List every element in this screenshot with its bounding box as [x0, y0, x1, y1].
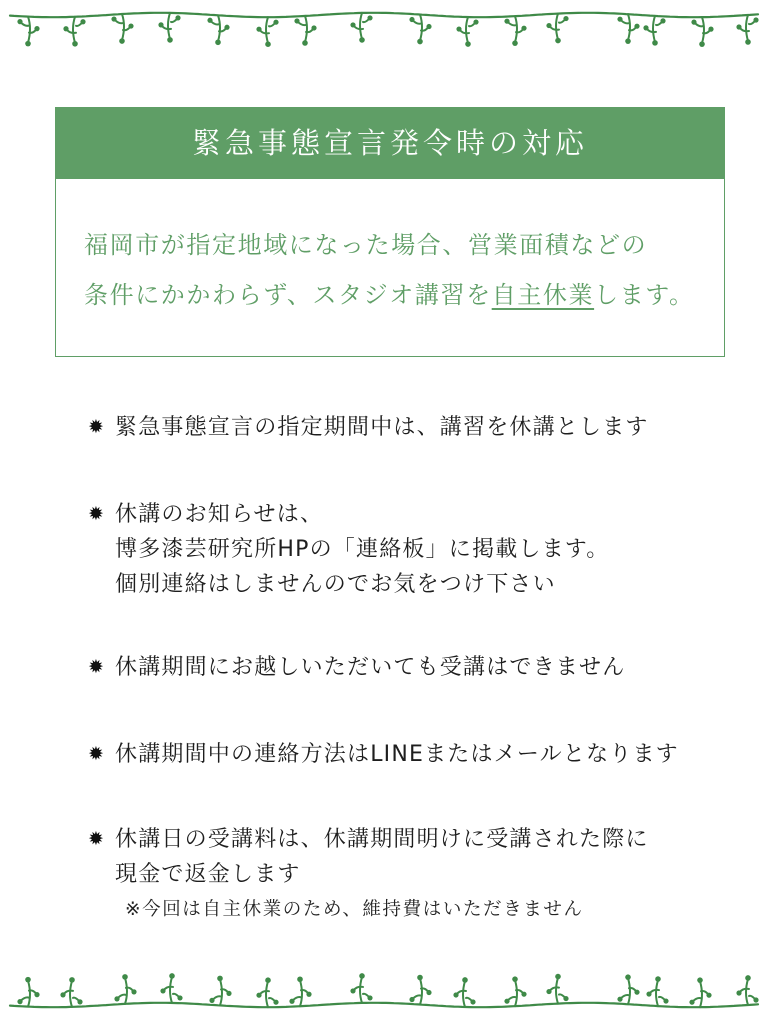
leaf-dot	[217, 976, 223, 982]
summary-text: 条件にかかわらず、スタジオ講習を	[84, 281, 492, 309]
leaf-dot	[226, 991, 231, 996]
sprig-branch	[740, 989, 749, 992]
leaf-dot	[706, 993, 711, 998]
leaf-dot	[736, 990, 741, 995]
leaf-dot	[256, 27, 261, 32]
leaf-sprig-icon	[546, 974, 568, 1004]
leaf-dot	[311, 25, 316, 30]
vine-border-bottom	[0, 964, 768, 1024]
leaf-dot	[660, 18, 665, 23]
leaf-sprig-icon	[17, 977, 39, 1007]
leaf-dot	[563, 16, 568, 21]
sprig-stem	[628, 14, 630, 40]
sprig-branch	[211, 21, 219, 24]
leaf-dot	[367, 15, 372, 20]
leaf-dot	[77, 999, 82, 1004]
sprig-branch	[621, 995, 629, 998]
leaf-sprig-icon	[114, 974, 136, 1004]
leaf-dot	[72, 41, 78, 47]
leaf-dot	[17, 19, 22, 24]
leaf-dot	[209, 998, 214, 1003]
sprig-stem	[122, 14, 124, 40]
leaf-dot	[273, 20, 278, 25]
notice-item	[88, 822, 649, 927]
sprig-stem	[656, 980, 658, 1006]
leaf-dot	[456, 26, 461, 31]
sprig-stem	[168, 13, 170, 39]
leaf-sprig-icon	[350, 973, 372, 1003]
leaf-dot	[409, 17, 414, 22]
leaf-dot	[25, 41, 31, 47]
leaf-dot	[34, 992, 39, 997]
leaf-sprig-icon	[60, 977, 82, 1007]
sprig-branch	[260, 30, 269, 33]
leaf-dot	[111, 16, 116, 21]
sprig-stem	[170, 977, 172, 1003]
star-bullet-icon: ✹	[88, 743, 104, 765]
leaf-sprig-icon	[617, 974, 639, 1004]
notice-item-text: 休講日の受講料は、休講期間明けに受講された際に	[115, 827, 649, 852]
notice-item	[88, 410, 649, 445]
leaf-dot	[563, 996, 568, 1001]
sprig-stem	[700, 981, 702, 1007]
sprig-stem	[305, 16, 307, 42]
leaf-dot	[504, 19, 509, 24]
leaf-dot	[409, 997, 414, 1002]
leaf-dot	[736, 24, 741, 29]
leaf-sprig-icon	[158, 13, 180, 43]
leaf-dot	[417, 975, 423, 981]
vine-line	[10, 1003, 758, 1007]
sprig-branch	[650, 990, 659, 993]
leaf-sprig-icon	[209, 976, 231, 1006]
sprig-stem	[70, 981, 72, 1007]
leaf-dot	[691, 20, 696, 25]
notice-item-note: ※今回は自主休業のため、維持費はいただきません	[125, 899, 584, 920]
leaf-dot	[359, 37, 365, 43]
leaf-sprig-icon	[643, 16, 665, 46]
leaf-sprig-icon	[691, 17, 713, 47]
leaf-dot	[69, 977, 75, 983]
leaf-dot	[207, 18, 212, 23]
sprig-stem	[466, 17, 468, 43]
leaf-dot	[546, 989, 551, 994]
sprig-branch	[413, 995, 421, 998]
sprig-stem	[515, 16, 517, 42]
leaf-dot	[256, 993, 261, 998]
leaf-dot	[265, 977, 271, 983]
sprig-branch	[693, 998, 701, 1001]
sprig-stem	[28, 981, 30, 1007]
leaf-dot	[753, 997, 758, 1002]
leaf-dot	[745, 975, 751, 981]
sprig-branch	[118, 995, 126, 998]
leaf-dot	[158, 22, 163, 27]
leaf-dot	[697, 977, 703, 983]
leaf-dot	[643, 25, 648, 30]
sprig-branch	[21, 23, 29, 26]
leaf-sprig-icon	[646, 976, 668, 1006]
notice-box	[55, 107, 725, 357]
sprig-stem	[746, 15, 748, 41]
leaf-sprig-icon	[689, 977, 711, 1007]
leaf-dot	[25, 977, 31, 983]
leaf-dot	[465, 41, 471, 47]
sprig-branch	[413, 21, 421, 24]
leaf-dot	[350, 22, 355, 27]
leaf-dot	[453, 992, 458, 997]
leaf-sprig-icon	[256, 977, 278, 1007]
leaf-dot	[521, 26, 526, 31]
sprig-branch	[162, 26, 171, 29]
leaf-sprig-icon	[111, 14, 133, 44]
leaf-dot	[753, 17, 758, 22]
sprig-stem	[653, 16, 655, 42]
leaf-dot	[546, 23, 551, 28]
leaf-sprig-icon	[504, 16, 526, 46]
star-bullet-icon: ✹	[88, 503, 104, 525]
leaf-dot	[617, 997, 622, 1002]
leaf-dot	[224, 25, 229, 30]
sprig-branch	[64, 991, 73, 994]
leaf-dot	[625, 974, 631, 980]
sprig-stem	[556, 14, 558, 40]
sprig-branch	[354, 26, 363, 29]
leaf-dot	[655, 976, 661, 982]
sprig-branch	[293, 997, 301, 1000]
leaf-dot	[294, 18, 299, 23]
leaf-sprig-icon	[456, 17, 478, 47]
leaf-dot	[359, 973, 365, 979]
leaf-dot	[634, 24, 639, 29]
leaf-dot	[512, 40, 518, 46]
leaf-dot	[289, 999, 294, 1004]
sprig-branch	[354, 987, 363, 990]
notice-item	[88, 650, 625, 685]
leaf-sprig-icon	[17, 17, 39, 47]
leaf-sprig-icon	[736, 15, 758, 45]
leaf-sprig-icon	[350, 13, 372, 43]
leaf-dot	[689, 1000, 694, 1005]
leaf-dot	[617, 17, 622, 22]
leaf-sprig-icon	[256, 17, 278, 47]
sprig-stem	[556, 978, 558, 1004]
emphasis-underlined-text: 自主休業	[491, 281, 595, 309]
notice-title: 緊急事態宣言発令時の対応	[191, 126, 588, 160]
leaf-dot	[160, 988, 165, 993]
sprig-stem	[360, 977, 362, 1003]
leaf-dot	[367, 995, 372, 1000]
leaf-dot	[63, 26, 68, 31]
leaf-dot	[708, 27, 713, 32]
leaf-sprig-icon	[546, 14, 568, 44]
sprig-branch	[164, 987, 173, 990]
sprig-branch	[67, 30, 76, 33]
sprig-stem	[218, 15, 220, 41]
sprig-stem	[515, 980, 517, 1006]
leaf-sprig-icon	[617, 14, 639, 44]
sprig-branch	[550, 27, 559, 30]
leaf-dot	[663, 998, 668, 1003]
sprig-stem	[463, 981, 465, 1007]
leaf-dot	[273, 1000, 278, 1005]
leaf-dot	[215, 39, 221, 45]
leaf-dot	[34, 26, 39, 31]
leaf-dot	[297, 976, 303, 982]
sprig-branch	[740, 28, 749, 31]
leaf-sprig-icon	[736, 975, 758, 1005]
leaf-dot	[167, 37, 173, 43]
leaf-dot	[699, 41, 705, 47]
leaf-dot	[555, 974, 561, 980]
leaf-dot	[652, 40, 658, 46]
leaf-sprig-icon	[289, 976, 311, 1006]
sprig-stem	[420, 15, 422, 41]
notice-box-header	[56, 108, 724, 179]
sprig-branch	[695, 23, 703, 26]
notice-item-text: 緊急事態宣言の指定期間中は、講習を休講とします	[115, 415, 649, 440]
sprig-branch	[21, 997, 29, 1000]
leaf-dot	[745, 39, 751, 45]
leaf-dot	[122, 974, 128, 980]
leaf-dot	[114, 996, 119, 1001]
sprig-branch	[550, 987, 559, 990]
leaf-dot	[119, 38, 125, 44]
leaf-dot	[128, 23, 133, 28]
leaf-dot	[169, 973, 175, 979]
leaf-dot	[302, 40, 308, 46]
notice-item-text: 現金で返金します	[115, 862, 301, 887]
notice-item-text: 休講期間にお越しいただいても受講はできません	[115, 655, 626, 680]
leaf-dot	[131, 989, 136, 994]
leaf-sprig-icon	[409, 975, 431, 1005]
sprig-stem	[420, 979, 422, 1005]
sprig-stem	[360, 13, 362, 39]
leaf-dot	[350, 988, 355, 993]
notice-item	[88, 737, 679, 772]
leaf-dot	[426, 24, 431, 29]
leaf-dot	[17, 999, 22, 1004]
notice-item-text: 個別連絡はしませんのでお気をつけ下さい	[115, 572, 556, 597]
leaf-sprig-icon	[207, 15, 229, 45]
star-bullet-icon: ✹	[88, 416, 104, 438]
leaf-sprig-icon	[294, 16, 316, 46]
sprig-stem	[220, 979, 222, 1005]
leaf-dot	[512, 976, 518, 982]
notice-item-text: 休講期間中の連絡方法はLINEまたはメールとなります	[115, 742, 679, 767]
leaf-dot	[306, 992, 311, 997]
sprig-branch	[508, 22, 516, 25]
sprig-branch	[460, 30, 469, 33]
sprig-branch	[621, 20, 629, 23]
sprig-branch	[115, 20, 123, 23]
leaf-dot	[646, 991, 651, 996]
leaf-sprig-icon	[504, 976, 526, 1006]
leaf-dot	[177, 995, 182, 1000]
sprig-branch	[457, 991, 466, 994]
sprig-stem	[300, 980, 302, 1006]
vine-border-top	[0, 0, 768, 56]
leaf-dot	[80, 19, 85, 24]
sprig-branch	[298, 22, 306, 25]
leaf-sprig-icon	[409, 15, 431, 45]
star-bullet-icon: ✹	[88, 656, 104, 678]
leaf-dot	[265, 41, 271, 47]
leaf-dot	[462, 977, 468, 983]
leaf-dot	[473, 19, 478, 24]
leaf-sprig-icon	[160, 973, 182, 1003]
sprig-branch	[213, 996, 221, 999]
leaf-dot	[625, 38, 631, 44]
leaf-sprig-icon	[453, 977, 475, 1007]
summary-text: します。	[594, 281, 695, 309]
sprig-stem	[702, 17, 704, 43]
leaf-dot	[470, 999, 475, 1004]
notice-item-text: 博多漆芸研究所HPの「連絡板」に掲載します。	[115, 537, 610, 562]
notice-item	[88, 497, 609, 602]
sprig-branch	[260, 991, 269, 994]
leaf-dot	[504, 999, 509, 1004]
star-bullet-icon: ✹	[88, 828, 104, 850]
leaf-dot	[60, 992, 65, 997]
notice-summary-line: 福岡市が指定地域になった場合、営業面積などの	[84, 231, 648, 259]
sprig-stem	[28, 17, 30, 43]
sprig-stem	[628, 978, 630, 1004]
leaf-dot	[417, 39, 423, 45]
leaf-dot	[521, 992, 526, 997]
notice-item-text: 休講のお知らせは、	[115, 502, 324, 527]
leaf-dot	[426, 990, 431, 995]
notice-summary-line	[84, 278, 695, 312]
leaf-dot	[634, 990, 639, 995]
leaf-dot	[555, 38, 561, 44]
leaf-sprig-icon	[63, 17, 85, 47]
sprig-branch	[647, 29, 656, 32]
sprig-stem	[266, 981, 268, 1007]
sprig-branch	[508, 997, 516, 1000]
sprig-stem	[266, 17, 268, 43]
leaf-dot	[175, 15, 180, 20]
sprig-stem	[73, 17, 75, 43]
sprig-stem	[746, 979, 748, 1005]
sprig-stem	[125, 978, 127, 1004]
